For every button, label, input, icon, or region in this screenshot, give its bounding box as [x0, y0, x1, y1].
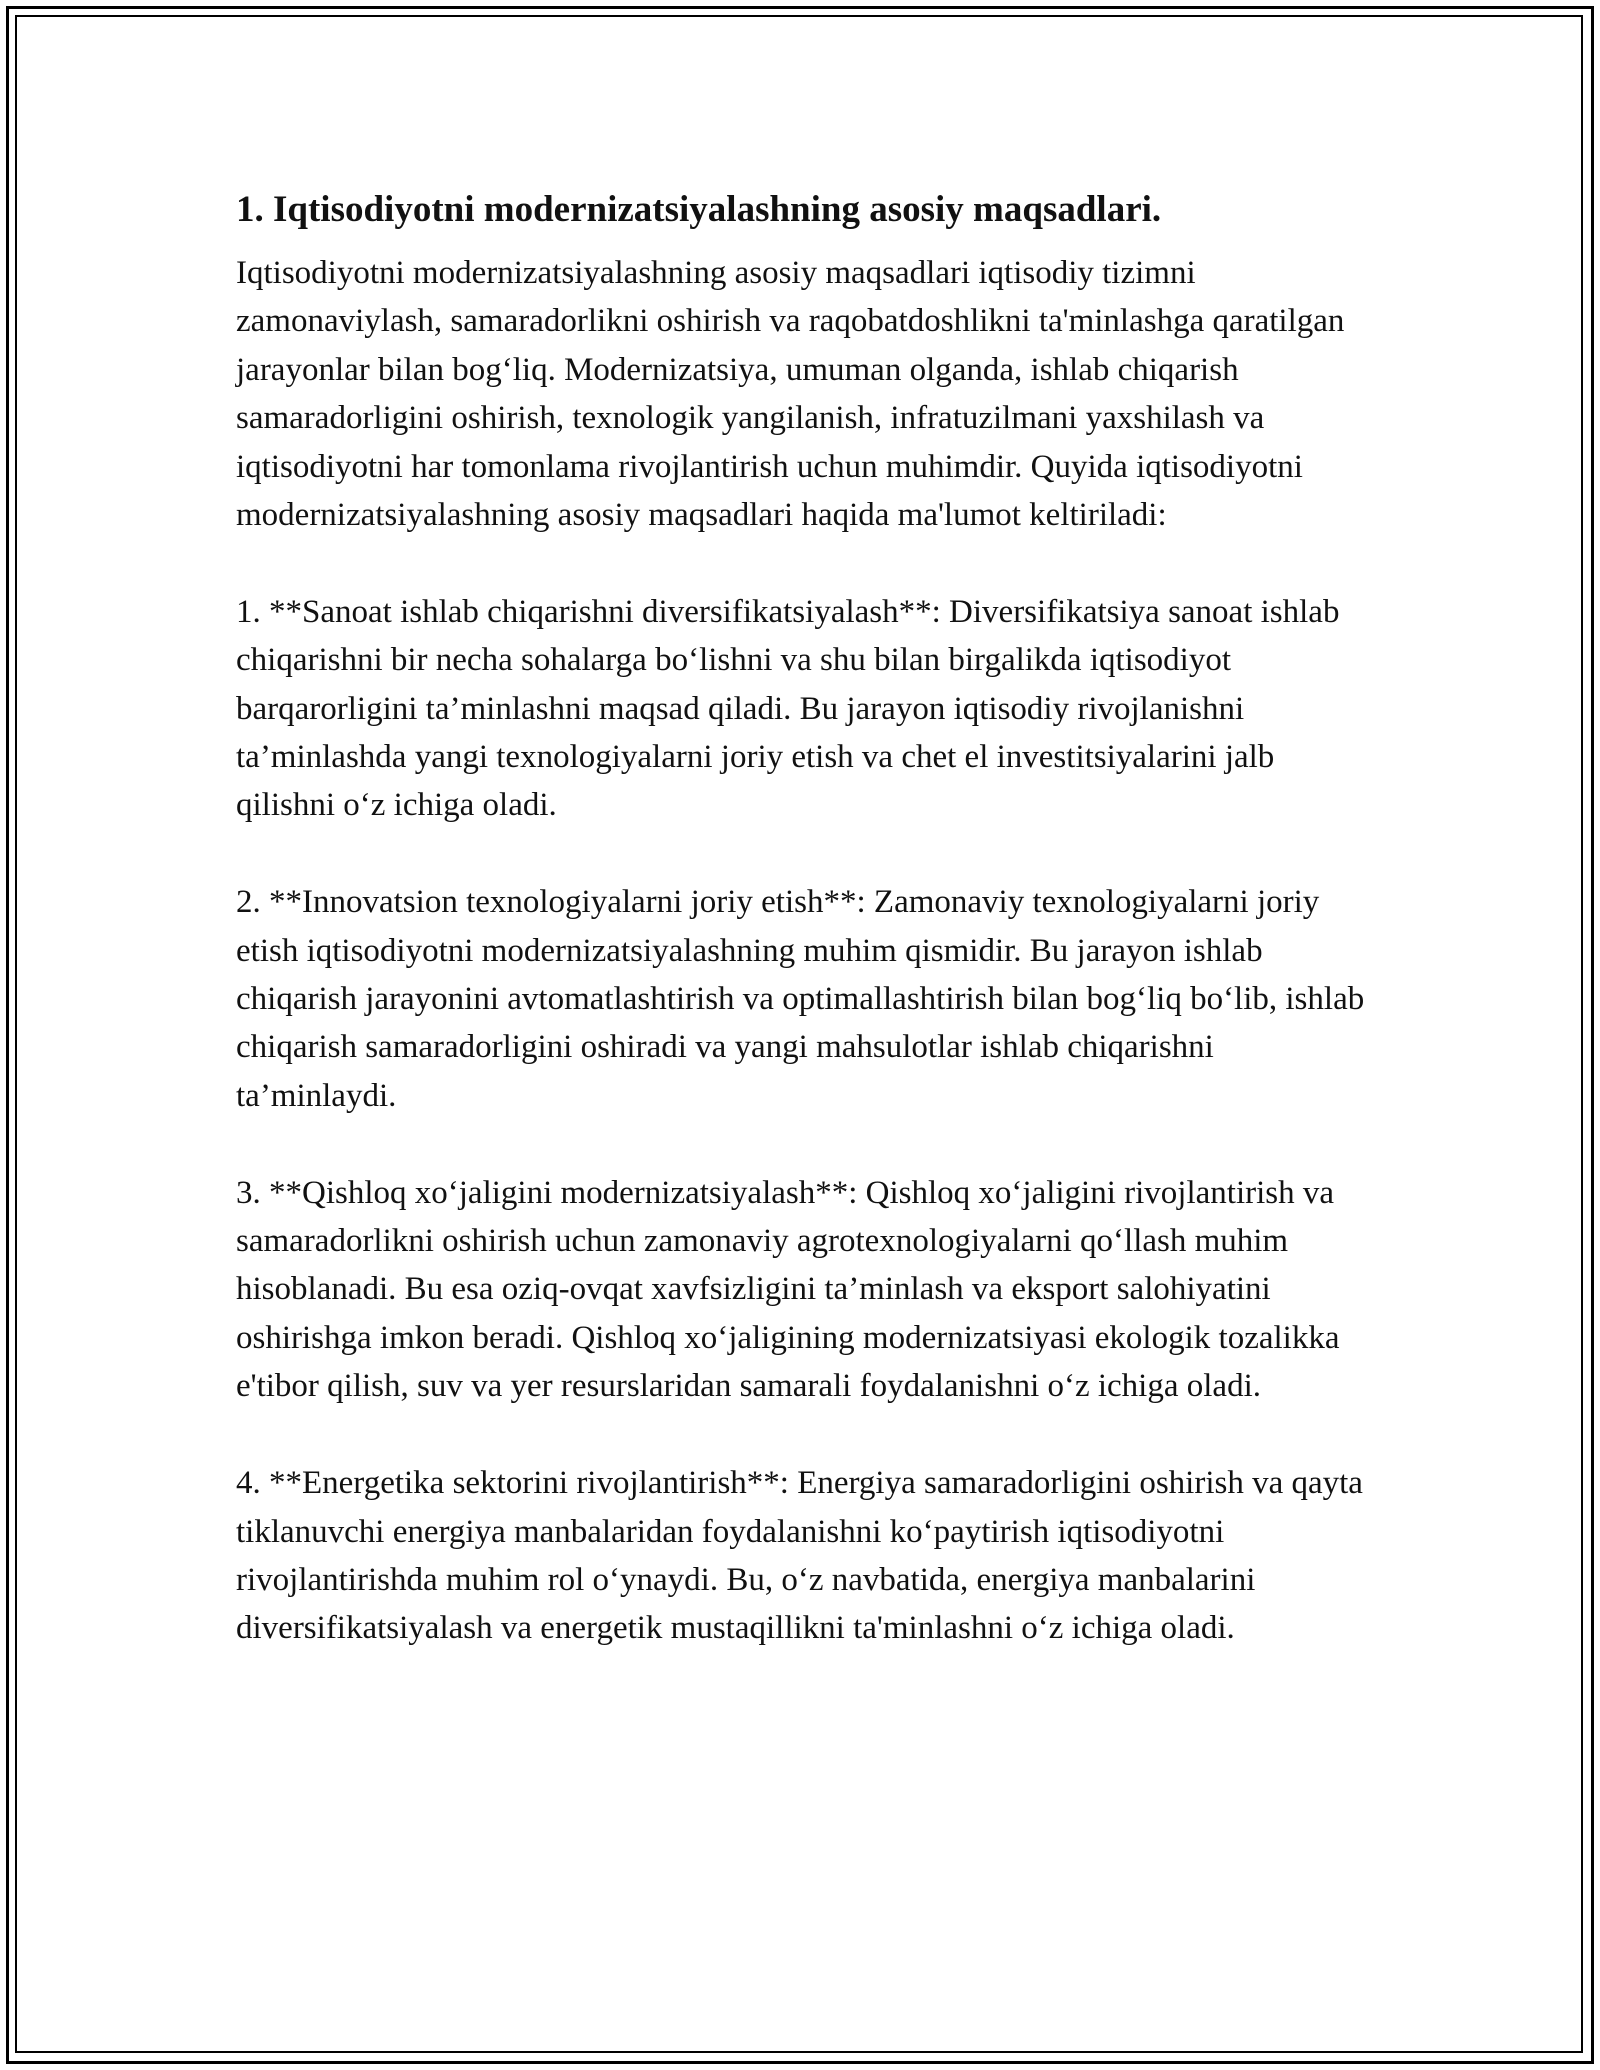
- document-heading: 1. Iqtisodiyotni modernizatsiyalashning asosiy maqsadlari.: [236, 189, 1162, 230]
- list-item-4: 4. **Energetika sektorini rivojlantirish**: Energiya samaradorligini oshirish va qayta tiklanuvchi energiya manbalaridan foydalanishni ko‘paytirish iqtisodiyotni rivojlantirishda muhim rol o‘ynaydi. Bu, o‘z navbatida, energiya manbalarini diversifikatsiyalash va energetik mustaqillikni ta'minlashni o‘z ichiga oladi.: [236, 1465, 1363, 1647]
- document-body: [236, 185, 1376, 1653]
- list-item-1: 1. **Sanoat ishlab chiqarishni diversifikatsiyalash**: Diversifikatsiya sanoat ishlab chiqarishni bir necha sohalarga bo‘lishni va shu bilan birgalikda iqtisodiyot barqarorligini ta’minlashni maqsad qiladi. Bu jarayon iqtisodiy rivojlanishni ta’minlashda yangi texnologiyalarni joriy etish va chet el investitsiyalarini jalb qilishni o‘z ichiga oladi.: [236, 593, 1340, 824]
- list-item-3: 3. **Qishloq xo‘jaligini modernizatsiyalash**: Qishloq xo‘jaligini rivojlantirish va samaradorlikni oshirish uchun zamonaviy agrotexnologiyalarni qo‘llash muhim hisoblanadi. Bu esa oziq-ovqat xavfsizligini ta’minlash va eksport salohiyatini oshirishga imkon beradi. Qishloq xo‘jaligining modernizatsiyasi ekologik tozalikka e'tibor qilish, suv va yer resurslaridan samarali foydalanishni o‘z ichiga oladi.: [236, 1174, 1340, 1405]
- list-item-2: 2. **Innovatsion texnologiyalarni joriy etish**: Zamonaviy texnologiyalarni joriy etish iqtisodiyotni modernizatsiyalashning muhim qismidir. Bu jarayon ishlab chiqarish jarayonini avtomatlashtirish va optimallashtirish bilan bog‘liq bo‘lib, ishlab chiqarish samaradorligini oshiradi va yangi mahsulotlar ishlab chiqarishni ta’minlaydi.: [236, 884, 1365, 1114]
- intro-paragraph: Iqtisodiyotni modernizatsiyalashning asosiy maqsadlari iqtisodiy tizimni zamonaviylash, samaradorlikni oshirish va raqobatdoshlikni ta'minlashga qaratilgan jarayonlar bilan bog‘liq. Modernizatsiya, umuman olganda, ishlab chiqarish samaradorligini oshirish, texnologik yangilanish, infratuzilmani yaxshilash va iqtisodiyotni har tomonlama rivojlantirish uchun muhimdir. Quyida iqtisodiyotni modernizatsiyalashning asosiy maqsadlari haqida ma'lumot keltiriladi:: [236, 255, 1345, 534]
